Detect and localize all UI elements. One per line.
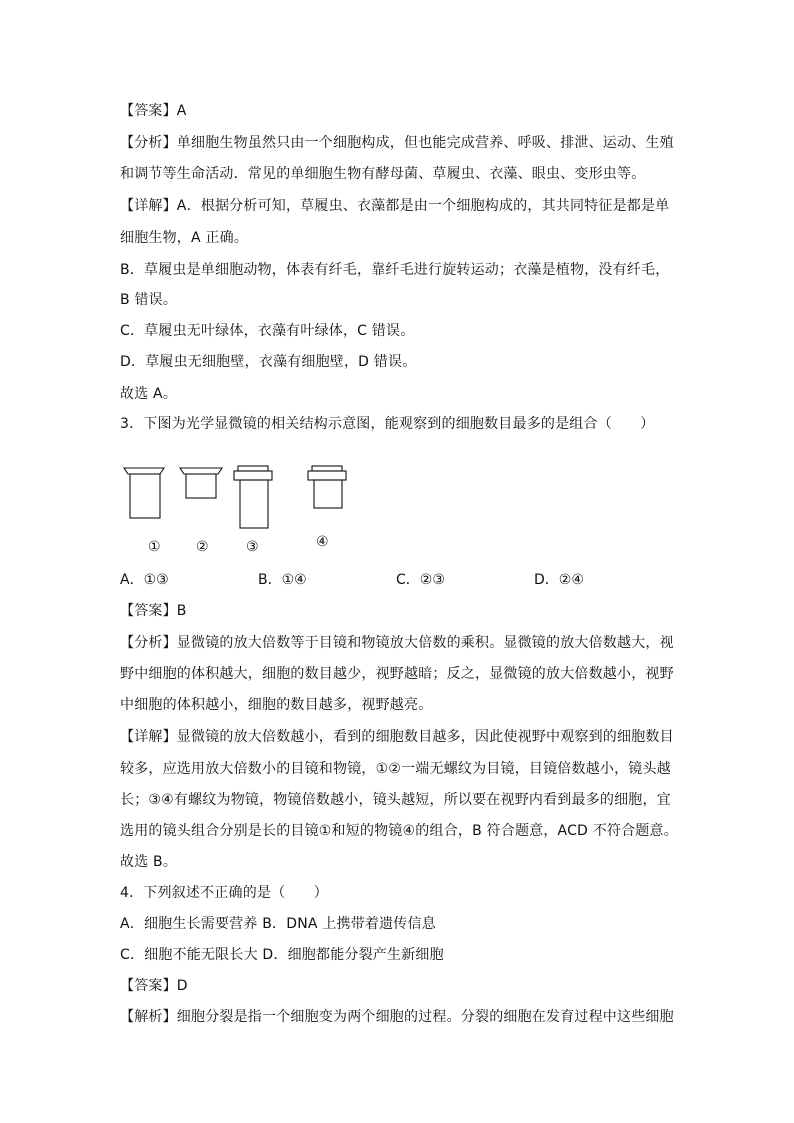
analysis-line-2: 和调节等生命活动．常见的单细胞生物有酵母菌、草履虫、衣藻、眼虫、变形虫等。 xyxy=(120,166,646,182)
microscope-lens-diagram xyxy=(120,462,380,562)
detail-line-5: C．草履虫无叶绿体，衣藻有叶绿体，C 错误。 xyxy=(120,323,415,339)
lens-1-shape xyxy=(124,468,164,518)
option-c: C．②③ xyxy=(396,572,445,588)
q4-options-line-1: A．细胞生长需要营养 B．DNA 上携带着遗传信息 xyxy=(120,916,436,932)
q3-detail-line-3: 长；③④有螺纹为物镜，物镜倍数越小，镜头越短，所以要在视野内看到最多的细胞，宜 xyxy=(120,792,671,808)
detail-line-6: D．草履虫无细胞壁，衣藻有细胞壁，D 错误。 xyxy=(120,354,417,370)
answer-line-q4: 【答案】D xyxy=(120,978,188,994)
choose-line-q3: 故选 B。 xyxy=(120,854,178,870)
question-4: 4．下列叙述不正确的是（ ） xyxy=(120,885,328,901)
diagram-label-3: ③ xyxy=(246,539,259,555)
answer-line-q2: 【答案】A xyxy=(120,103,187,119)
q4-explanation-line-1: 【解析】细胞分裂是指一个细胞变为两个细胞的过程。分裂的细胞在发育过程中这些细胞 xyxy=(120,1009,674,1025)
lens-2-shape xyxy=(180,468,222,498)
q3-analysis-line-1: 【分析】显微镜的放大倍数等于目镜和物镜放大倍数的乘积。显微镜的放大倍数越大，视 xyxy=(120,635,674,651)
options-row xyxy=(120,570,680,590)
option-b: B．①④ xyxy=(258,572,307,588)
lens-4-shape xyxy=(308,466,346,508)
q3-detail-line-4: 选用的镜头组合分别是长的目镜①和短的物镜④的组合，B 符合题意，ACD 不符合题意。 xyxy=(120,823,678,839)
option-d: D．②④ xyxy=(534,572,584,588)
q3-detail-line-1: 【详解】显微镜的放大倍数越小，看到的细胞数目越多，因此使视野中观察到的细胞数目 xyxy=(120,729,674,745)
diagram-label-1: ① xyxy=(148,539,161,555)
q3-analysis-line-2: 野中细胞的体积越大，细胞的数目越少，视野越暗；反之，显微镜的放大倍数越小，视野 xyxy=(120,666,674,682)
detail-line-3: B．草履虫是单细胞动物，体表有纤毛，靠纤毛进行旋转运动；衣藻是植物，没有纤毛， xyxy=(120,262,670,278)
detail-line-4: B 错误。 xyxy=(120,292,178,308)
lens-3-shape xyxy=(234,466,272,528)
choose-line-q2: 故选 A。 xyxy=(120,386,178,402)
question-3: 3．下图为光学显微镜的相关结构示意图，能观察到的细胞数目最多的是组合（ ） xyxy=(120,416,655,432)
analysis-line-1: 【分析】单细胞生物虽然只由一个细胞构成，但也能完成营养、呼吸、排泄、运动、生殖 xyxy=(120,135,674,151)
diagram-label-2: ② xyxy=(196,539,209,555)
q4-options-line-2: C．细胞不能无限长大 D．细胞都能分裂产生新细胞 xyxy=(120,947,444,963)
answer-line-q3: 【答案】B xyxy=(120,603,187,619)
diagram-label-4: ④ xyxy=(316,534,329,550)
detail-line-1: 【详解】A．根据分析可知，草履虫、衣藻都是由一个细胞构成的，其共同特征是都是单 xyxy=(120,198,670,214)
option-a: A．①③ xyxy=(120,572,169,588)
q3-detail-line-2: 较多，应选用放大倍数小的目镜和物镜，①②一端无螺纹为目镜，目镜倍数越小，镜头越 xyxy=(120,761,671,777)
q3-analysis-line-3: 中细胞的体积越小，细胞的数目越多，视野越亮。 xyxy=(120,697,433,713)
detail-line-2: 细胞生物，A 正确。 xyxy=(120,230,249,246)
